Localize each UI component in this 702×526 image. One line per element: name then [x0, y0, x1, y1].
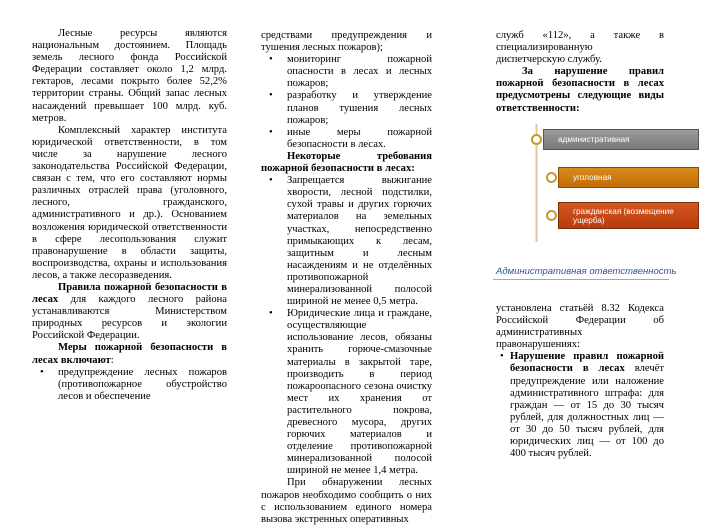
liability-criminal: уголовная	[558, 167, 699, 188]
measures-list	[32, 367, 227, 403]
node-marker	[531, 134, 542, 145]
penalty-list	[496, 351, 664, 460]
paragraph-continuation: служб «112», а также в специализированную диспетчерскую службу.	[496, 30, 664, 66]
list-item	[496, 351, 664, 460]
column-3-lower	[496, 303, 664, 460]
list-item: • предупреждение лесных пожаров (противопожарное обустройство лесов и обеспечение	[32, 367, 227, 403]
penalty-bold: Нарушение правил пожарной безопасности в лесах	[510, 351, 664, 375]
fire-measures-heading: Меры пожарной безопасности в лесах включают	[32, 342, 227, 366]
fire-measures-colon: :	[110, 354, 114, 366]
node-marker	[546, 172, 557, 183]
node-marker	[546, 210, 557, 221]
liability-civil: гражданская (возмещение ущерба)	[558, 202, 699, 229]
paragraph-article: установлена статьёй 8.32 Кодекса Российской Федерации об административных правонарушениях:	[496, 303, 664, 351]
paragraph-report-fire: При обнаружении лесных пожаров необходимо сообщить о них с использованием единого номера вызова экстренных оперативных	[261, 477, 432, 525]
column-1	[32, 28, 227, 403]
list-item: • мониторинг пожарной опасности в лесах и лесных пожаров;	[261, 54, 432, 90]
liability-types-diagram	[515, 124, 695, 246]
paragraph-fire-measures	[32, 342, 227, 366]
column-3	[496, 30, 664, 115]
measures-list-continued	[261, 54, 432, 151]
list-item: • разработку и утверждение планов тушения лесных пожаров;	[261, 90, 432, 126]
paragraph-forest-resources: Лесные ресурсы являются национальным достоянием. Площадь земель лесного фонда Российской Федерации составляет около 1,2 млрд. гектаров, лесами покрыто более 52,2% территории страны. Общий запас лесных насаждений превышает 100 млрд. куб. метров.	[32, 28, 227, 124]
paragraph-legal-responsibility: Комплексный характер института юридической ответственности, в том числе за нарушение лесного законодательства Российской Федерации, связан с тем, что его составляют нормы различных отраслей права (уголовного, лесного, гражданского, административного и др.). Основанием возложения юридической ответственности в сфере лесопользования служит правонарушение в области защиты, воспроизводства, охраны и использования лесов, а также лесоразведения.	[32, 124, 227, 281]
caption-underline	[493, 279, 669, 280]
column-2	[261, 30, 432, 526]
fire-rules-bold: Правила пожарной безопасности в лесах	[32, 281, 227, 306]
liability-administrative: административная	[543, 129, 699, 150]
requirements-list	[261, 175, 432, 477]
list-item: • иные меры пожарной безопасности в лесах.	[261, 127, 432, 151]
fire-rules-text: для каждого лесного района устанавливаются Министерством природных ресурсов и экологии Российской Федерации.	[32, 294, 227, 342]
requirements-heading: Некоторые требования пожарной безопасности в лесах:	[261, 150, 432, 175]
liability-heading: За нарушение правил пожарной безопасности в лесах предусмотрены следующие виды ответственности:	[496, 66, 664, 114]
paragraph-continuation: средствами предупреждения и тушения лесных пожаров);	[261, 30, 432, 54]
list-item: • Запрещается выжигание хворости, лесной подстилки, сухой травы и других горючих материалов на земельных участках, непосредственно примыкающих к лесам, защитным и лесным насаждениям и не отделённых противопожарной минерализованной полосой шириной не менее 0,5 метра.	[261, 175, 432, 308]
paragraph-fire-rules	[32, 282, 227, 342]
penalty-text: влечёт предупреждение или наложение административного штрафа: для граждан — от 15 до 30 тысяч рублей, для должностных лиц — от 30 до 50 тысяч рублей, для юридических лиц — от 100 до 400 тысяч рублей.	[510, 363, 664, 460]
list-item: • Юридические лица и граждане, осуществляющие использование лесов, обязаны хранить горюче-смазочные материалы в закрытой таре, производить в период пожароопасного сезона очистку мест их хранения от растительного покрова, древесного мусора, других горючих материалов и отделение противопожарной минерализованной полосой шириной не менее 1,4 метра.	[261, 308, 432, 477]
section-caption: Административная ответственность	[496, 266, 677, 277]
